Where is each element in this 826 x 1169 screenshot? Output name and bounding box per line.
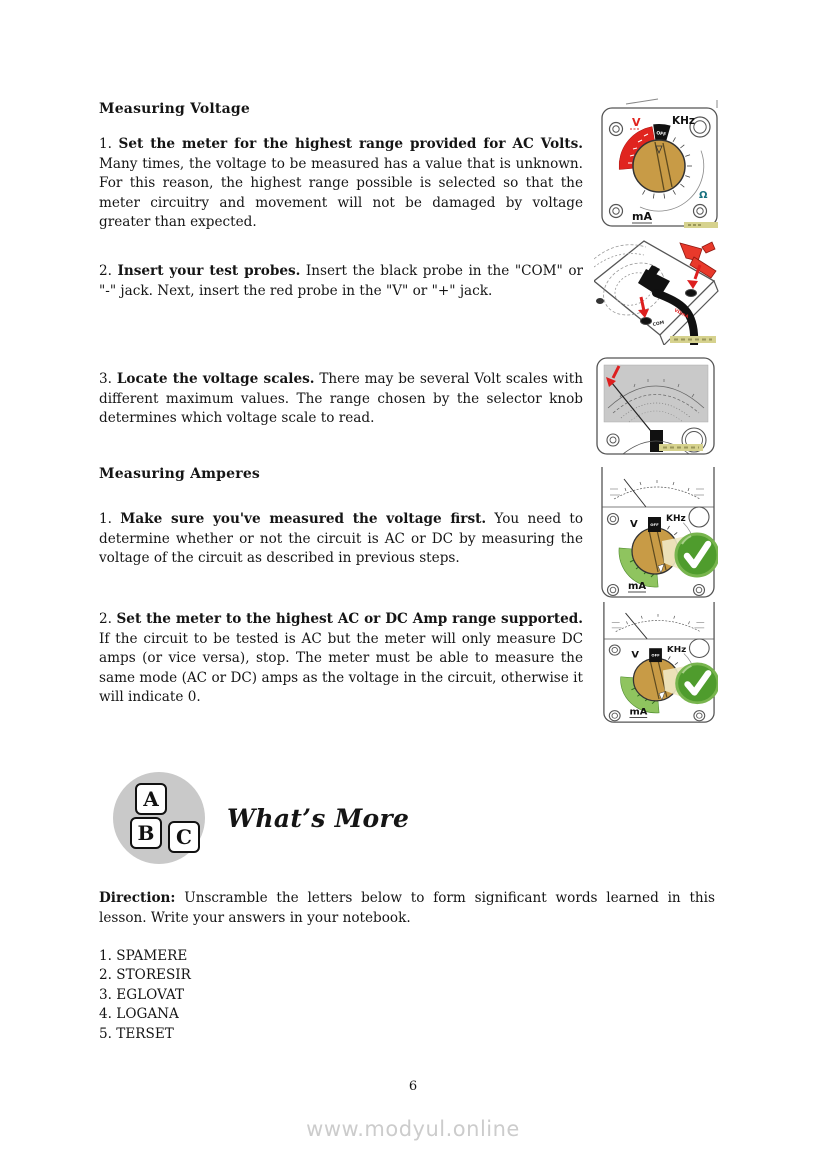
list-item: 5. TERSET bbox=[99, 1025, 174, 1042]
step-lead: Locate the voltage scales. bbox=[116, 371, 315, 387]
step-body: There may be several Volt scales with different maximum values. The range chosen by the selector knob determines which voltage scale to read. bbox=[99, 371, 583, 427]
milliamps-label: mA bbox=[632, 210, 652, 223]
voltage-step-3 bbox=[99, 370, 583, 429]
whats-more-title: What’s More bbox=[227, 804, 410, 833]
khz-label: KHz bbox=[666, 645, 687, 655]
off-label: OFF bbox=[651, 653, 660, 658]
voltage-step-2 bbox=[99, 262, 583, 301]
page-number: 6 bbox=[408, 1079, 418, 1094]
multimeter-dial-voltage-icon bbox=[596, 98, 722, 230]
volts-label: V bbox=[631, 649, 640, 661]
amperes-step-1 bbox=[99, 510, 583, 569]
step-number: 1. bbox=[99, 511, 121, 527]
multimeter-probes-figure bbox=[594, 237, 722, 345]
direction-text: Unscramble the letters below to form significant words learned in this lesson. Write your answers in your notebook. bbox=[99, 890, 715, 926]
com-jack-label: COM bbox=[652, 320, 665, 328]
multimeter-dial-voltage-figure bbox=[596, 98, 722, 230]
list-item: 4. LOGANA bbox=[99, 1006, 179, 1023]
abc-block-a: A bbox=[135, 783, 167, 815]
step-number: 2. bbox=[99, 263, 118, 279]
jack-label: VΩmA bbox=[673, 308, 690, 321]
khz-label: KHz bbox=[666, 514, 686, 524]
multimeter-scales-icon bbox=[595, 356, 717, 456]
list-item: 2. STORESIR bbox=[99, 967, 191, 984]
multimeter-scales-figure bbox=[595, 356, 717, 456]
step-lead: Set the meter to the highest AC or DC Amp range supported. bbox=[116, 611, 584, 627]
abc-block-c: C bbox=[168, 821, 200, 853]
volts-label: V bbox=[632, 116, 641, 129]
step-number: 2. bbox=[99, 611, 117, 627]
multimeter-check-figure-2 bbox=[598, 602, 718, 724]
heading-measuring-voltage: Measuring Voltage bbox=[99, 101, 250, 117]
off-label: OFF bbox=[655, 131, 667, 138]
step-body: Many times, the voltage to be measured has a value that is unknown. For this reason, the highest range possible is selected so that the meter circuitry and movement will not be damaged by voltage greater than expected. bbox=[99, 155, 583, 231]
site-watermark: www.modyul.online bbox=[306, 1117, 520, 1141]
multimeter-check-figure-1 bbox=[596, 467, 718, 599]
step-lead: Make sure you've measured the voltage first. bbox=[120, 511, 487, 527]
step-number: 3. bbox=[99, 371, 117, 387]
milliamps-label: mA bbox=[629, 707, 648, 718]
heading-measuring-amperes: Measuring Amperes bbox=[99, 466, 261, 482]
direction-label: Direction: bbox=[99, 890, 176, 906]
volts-label: V bbox=[630, 519, 638, 530]
multimeter-check-icon bbox=[596, 467, 718, 599]
multimeter-check-icon bbox=[598, 602, 718, 724]
step-body: You need to determine whether or not the circuit is AC or DC by measuring the voltage of the circuit as described in previous steps. bbox=[99, 511, 583, 567]
off-label: OFF bbox=[650, 522, 659, 527]
list-item: 3. EGLOVAT bbox=[99, 986, 185, 1003]
voltage-step-1 bbox=[99, 135, 583, 233]
step-body: If the circuit to be tested is AC but the meter will only measure DC amps (or vice versa), stop. The meter must be able to measure the same mode (AC or DC) amps as the voltage in the circuit, otherwise it will indicate 0. bbox=[99, 630, 583, 706]
unscramble-list bbox=[99, 947, 191, 1044]
step-body: Insert the black probe in the "COM" or "-" jack. Next, insert the red probe in the "V" or "+" jack. bbox=[99, 263, 584, 299]
direction-paragraph bbox=[99, 889, 715, 928]
step-lead: Insert your test probes. bbox=[117, 263, 301, 279]
khz-label: KHz bbox=[672, 115, 696, 127]
ohms-label: Ω bbox=[699, 190, 708, 201]
amperes-step-2 bbox=[99, 610, 583, 708]
abc-blocks-icon bbox=[113, 772, 205, 864]
step-lead: Set the meter for the highest range provided for AC Volts. bbox=[118, 136, 583, 152]
milliamps-label: mA bbox=[628, 581, 647, 592]
step-number: 1. bbox=[99, 136, 119, 152]
multimeter-probes-icon bbox=[594, 237, 722, 345]
abc-block-b: B bbox=[130, 817, 162, 849]
list-item: 1. SPAMERE bbox=[99, 948, 188, 964]
